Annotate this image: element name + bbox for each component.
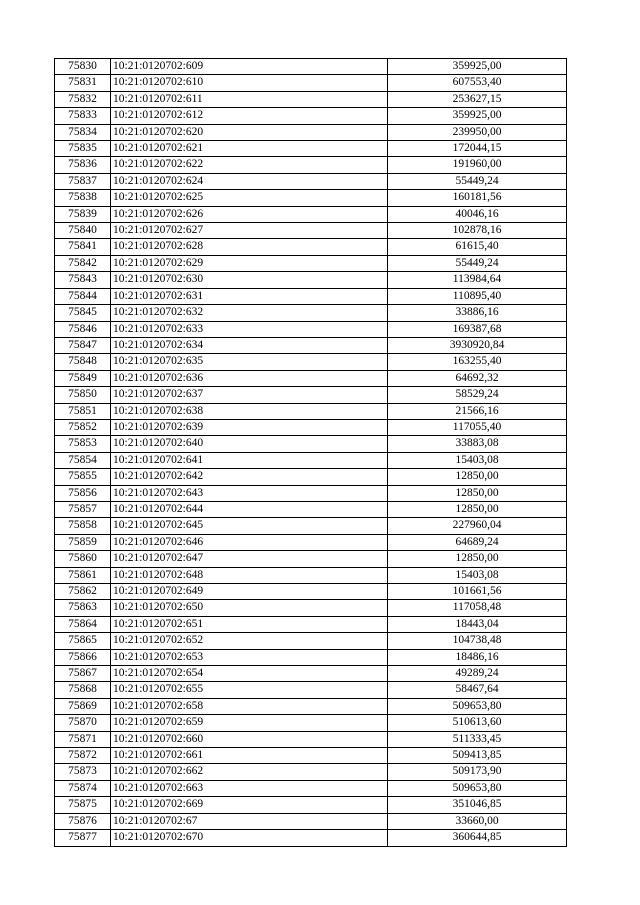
cadastral-value-cell: 40046,16 — [388, 206, 567, 222]
cadastral-number-cell: 10:21:0120702:626 — [111, 206, 388, 222]
cadastral-number-cell: 10:21:0120702:641 — [111, 452, 388, 468]
cadastral-value-cell: 160181,56 — [388, 190, 567, 206]
cadastral-value-cell: 49289,24 — [388, 666, 567, 682]
cadastral-value-cell: 607553,40 — [388, 75, 567, 91]
row-number-cell: 75844 — [55, 288, 111, 304]
row-number-cell: 75862 — [55, 584, 111, 600]
cadastral-value-cell: 58529,24 — [388, 387, 567, 403]
table-row — [55, 403, 567, 419]
cadastral-value-table — [54, 58, 567, 847]
row-number-cell: 75859 — [55, 534, 111, 550]
table-row — [55, 534, 567, 550]
row-number-cell: 75863 — [55, 600, 111, 616]
table-row — [55, 190, 567, 206]
cadastral-number-cell: 10:21:0120702:612 — [111, 108, 388, 124]
cadastral-number-cell: 10:21:0120702:637 — [111, 387, 388, 403]
cadastral-value-cell: 64692,32 — [388, 370, 567, 386]
row-number-cell: 75831 — [55, 75, 111, 91]
table-row — [55, 370, 567, 386]
row-number-cell: 75874 — [55, 780, 111, 796]
table-row — [55, 436, 567, 452]
table-row — [55, 633, 567, 649]
row-number-cell: 75872 — [55, 748, 111, 764]
row-number-cell: 75848 — [55, 354, 111, 370]
table-row — [55, 715, 567, 731]
row-number-cell: 75843 — [55, 272, 111, 288]
table-row — [55, 288, 567, 304]
cadastral-number-cell: 10:21:0120702:652 — [111, 633, 388, 649]
row-number-cell: 75864 — [55, 616, 111, 632]
cadastral-value-cell: 359925,00 — [388, 59, 567, 75]
cadastral-value-cell: 360644,85 — [388, 830, 567, 846]
cadastral-value-cell: 58467,64 — [388, 682, 567, 698]
row-number-cell: 75838 — [55, 190, 111, 206]
cadastral-value-cell: 509653,80 — [388, 698, 567, 714]
row-number-cell: 75850 — [55, 387, 111, 403]
row-number-cell: 75847 — [55, 337, 111, 353]
cadastral-number-cell: 10:21:0120702:636 — [111, 370, 388, 386]
table-row — [55, 584, 567, 600]
cadastral-number-cell: 10:21:0120702:669 — [111, 797, 388, 813]
row-number-cell: 75865 — [55, 633, 111, 649]
table-row — [55, 59, 567, 75]
table-row — [55, 551, 567, 567]
row-number-cell: 75861 — [55, 567, 111, 583]
table-row — [55, 387, 567, 403]
cadastral-number-cell: 10:21:0120702:644 — [111, 501, 388, 517]
cadastral-number-cell: 10:21:0120702:633 — [111, 321, 388, 337]
row-number-cell: 75836 — [55, 157, 111, 173]
cadastral-value-cell: 253627,15 — [388, 91, 567, 107]
cadastral-number-cell: 10:21:0120702:650 — [111, 600, 388, 616]
row-number-cell: 75830 — [55, 59, 111, 75]
table-row — [55, 223, 567, 239]
table-row — [55, 124, 567, 140]
table-row — [55, 206, 567, 222]
table-row — [55, 616, 567, 632]
table-row — [55, 469, 567, 485]
table-row — [55, 108, 567, 124]
table-row — [55, 780, 567, 796]
cadastral-number-cell: 10:21:0120702:662 — [111, 764, 388, 780]
row-number-cell: 75833 — [55, 108, 111, 124]
cadastral-number-cell: 10:21:0120702:639 — [111, 419, 388, 435]
cadastral-number-cell: 10:21:0120702:640 — [111, 436, 388, 452]
cadastral-number-cell: 10:21:0120702:630 — [111, 272, 388, 288]
row-number-cell: 75839 — [55, 206, 111, 222]
table-row — [55, 255, 567, 271]
cadastral-value-cell: 101661,56 — [388, 584, 567, 600]
row-number-cell: 75877 — [55, 830, 111, 846]
table-row — [55, 337, 567, 353]
cadastral-value-cell: 55449,24 — [388, 255, 567, 271]
cadastral-value-cell: 172044,15 — [388, 141, 567, 157]
cadastral-value-cell: 509173,90 — [388, 764, 567, 780]
cadastral-number-cell: 10:21:0120702:661 — [111, 748, 388, 764]
cadastral-number-cell: 10:21:0120702:663 — [111, 780, 388, 796]
table-row — [55, 173, 567, 189]
table-row — [55, 682, 567, 698]
cadastral-number-cell: 10:21:0120702:653 — [111, 649, 388, 665]
row-number-cell: 75855 — [55, 469, 111, 485]
cadastral-number-cell: 10:21:0120702:629 — [111, 255, 388, 271]
cadastral-number-cell: 10:21:0120702:634 — [111, 337, 388, 353]
row-number-cell: 75876 — [55, 813, 111, 829]
cadastral-number-cell: 10:21:0120702:638 — [111, 403, 388, 419]
cadastral-number-cell: 10:21:0120702:648 — [111, 567, 388, 583]
cadastral-value-cell: 351046,85 — [388, 797, 567, 813]
cadastral-number-cell: 10:21:0120702:627 — [111, 223, 388, 239]
table-row — [55, 419, 567, 435]
row-number-cell: 75846 — [55, 321, 111, 337]
cadastral-value-cell: 117058,48 — [388, 600, 567, 616]
cadastral-value-cell: 359925,00 — [388, 108, 567, 124]
cadastral-value-cell: 169387,68 — [388, 321, 567, 337]
cadastral-value-cell: 12850,00 — [388, 551, 567, 567]
cadastral-value-cell: 12850,00 — [388, 501, 567, 517]
cadastral-value-cell: 21566,16 — [388, 403, 567, 419]
table-row — [55, 830, 567, 846]
cadastral-value-cell: 509653,80 — [388, 780, 567, 796]
row-number-cell: 75854 — [55, 452, 111, 468]
cadastral-value-cell: 3930920,84 — [388, 337, 567, 353]
table-row — [55, 698, 567, 714]
cadastral-value-cell: 510613,60 — [388, 715, 567, 731]
row-number-cell: 75852 — [55, 419, 111, 435]
row-number-cell: 75845 — [55, 305, 111, 321]
cadastral-number-cell: 10:21:0120702:622 — [111, 157, 388, 173]
table-row — [55, 797, 567, 813]
cadastral-value-cell: 64689,24 — [388, 534, 567, 550]
row-number-cell: 75858 — [55, 518, 111, 534]
row-number-cell: 75834 — [55, 124, 111, 140]
cadastral-value-cell: 15403,08 — [388, 567, 567, 583]
cadastral-value-cell: 33883,08 — [388, 436, 567, 452]
row-number-cell: 75871 — [55, 731, 111, 747]
row-number-cell: 75867 — [55, 666, 111, 682]
cadastral-number-cell: 10:21:0120702:611 — [111, 91, 388, 107]
cadastral-number-cell: 10:21:0120702:67 — [111, 813, 388, 829]
row-number-cell: 75873 — [55, 764, 111, 780]
cadastral-number-cell: 10:21:0120702:655 — [111, 682, 388, 698]
table-row — [55, 75, 567, 91]
row-number-cell: 75841 — [55, 239, 111, 255]
row-number-cell: 75835 — [55, 141, 111, 157]
cadastral-number-cell: 10:21:0120702:670 — [111, 830, 388, 846]
cadastral-value-cell: 55449,24 — [388, 173, 567, 189]
cadastral-value-cell: 110895,40 — [388, 288, 567, 304]
cadastral-value-cell: 191960,00 — [388, 157, 567, 173]
cadastral-value-cell: 15403,08 — [388, 452, 567, 468]
cadastral-number-cell: 10:21:0120702:624 — [111, 173, 388, 189]
row-number-cell: 75857 — [55, 501, 111, 517]
cadastral-value-cell: 102878,16 — [388, 223, 567, 239]
row-number-cell: 75860 — [55, 551, 111, 567]
cadastral-number-cell: 10:21:0120702:610 — [111, 75, 388, 91]
cadastral-number-cell: 10:21:0120702:628 — [111, 239, 388, 255]
table-row — [55, 305, 567, 321]
table-row — [55, 91, 567, 107]
table-row — [55, 272, 567, 288]
table-row — [55, 600, 567, 616]
row-number-cell: 75868 — [55, 682, 111, 698]
cadastral-value-cell: 509413,85 — [388, 748, 567, 764]
cadastral-number-cell: 10:21:0120702:609 — [111, 59, 388, 75]
row-number-cell: 75851 — [55, 403, 111, 419]
table-row — [55, 731, 567, 747]
table-row — [55, 239, 567, 255]
table-row — [55, 518, 567, 534]
cadastral-value-cell: 227960,04 — [388, 518, 567, 534]
cadastral-number-cell: 10:21:0120702:654 — [111, 666, 388, 682]
cadastral-number-cell: 10:21:0120702:658 — [111, 698, 388, 714]
table-row — [55, 567, 567, 583]
cadastral-number-cell: 10:21:0120702:659 — [111, 715, 388, 731]
table-row — [55, 649, 567, 665]
row-number-cell: 75832 — [55, 91, 111, 107]
cadastral-number-cell: 10:21:0120702:646 — [111, 534, 388, 550]
row-number-cell: 75866 — [55, 649, 111, 665]
row-number-cell: 75849 — [55, 370, 111, 386]
cadastral-value-cell: 239950,00 — [388, 124, 567, 140]
row-number-cell: 75869 — [55, 698, 111, 714]
table-row — [55, 666, 567, 682]
cadastral-number-cell: 10:21:0120702:649 — [111, 584, 388, 600]
cadastral-number-cell: 10:21:0120702:643 — [111, 485, 388, 501]
table-row — [55, 141, 567, 157]
cadastral-value-cell: 117055,40 — [388, 419, 567, 435]
table-body — [55, 59, 567, 847]
cadastral-number-cell: 10:21:0120702:645 — [111, 518, 388, 534]
row-number-cell: 75870 — [55, 715, 111, 731]
cadastral-number-cell: 10:21:0120702:620 — [111, 124, 388, 140]
cadastral-number-cell: 10:21:0120702:660 — [111, 731, 388, 747]
table-row — [55, 501, 567, 517]
row-number-cell: 75842 — [55, 255, 111, 271]
cadastral-number-cell: 10:21:0120702:647 — [111, 551, 388, 567]
cadastral-number-cell: 10:21:0120702:625 — [111, 190, 388, 206]
cadastral-value-cell: 33886,16 — [388, 305, 567, 321]
row-number-cell: 75856 — [55, 485, 111, 501]
table-row — [55, 157, 567, 173]
cadastral-number-cell: 10:21:0120702:621 — [111, 141, 388, 157]
table-row — [55, 748, 567, 764]
cadastral-number-cell: 10:21:0120702:631 — [111, 288, 388, 304]
cadastral-number-cell: 10:21:0120702:642 — [111, 469, 388, 485]
cadastral-value-cell: 18443,04 — [388, 616, 567, 632]
cadastral-value-cell: 33660,00 — [388, 813, 567, 829]
table-row — [55, 452, 567, 468]
cadastral-number-cell: 10:21:0120702:632 — [111, 305, 388, 321]
cadastral-value-cell: 18486,16 — [388, 649, 567, 665]
row-number-cell: 75840 — [55, 223, 111, 239]
table-row — [55, 764, 567, 780]
table-row — [55, 321, 567, 337]
cadastral-number-cell: 10:21:0120702:651 — [111, 616, 388, 632]
cadastral-value-cell: 61615,40 — [388, 239, 567, 255]
cadastral-value-cell: 104738,48 — [388, 633, 567, 649]
row-number-cell: 75853 — [55, 436, 111, 452]
table-row — [55, 813, 567, 829]
cadastral-value-cell: 113984,64 — [388, 272, 567, 288]
table-row — [55, 485, 567, 501]
cadastral-value-cell: 163255,40 — [388, 354, 567, 370]
cadastral-value-cell: 12850,00 — [388, 485, 567, 501]
row-number-cell: 75837 — [55, 173, 111, 189]
cadastral-value-cell: 12850,00 — [388, 469, 567, 485]
cadastral-value-cell: 511333,45 — [388, 731, 567, 747]
row-number-cell: 75875 — [55, 797, 111, 813]
cadastral-number-cell: 10:21:0120702:635 — [111, 354, 388, 370]
table-row — [55, 354, 567, 370]
